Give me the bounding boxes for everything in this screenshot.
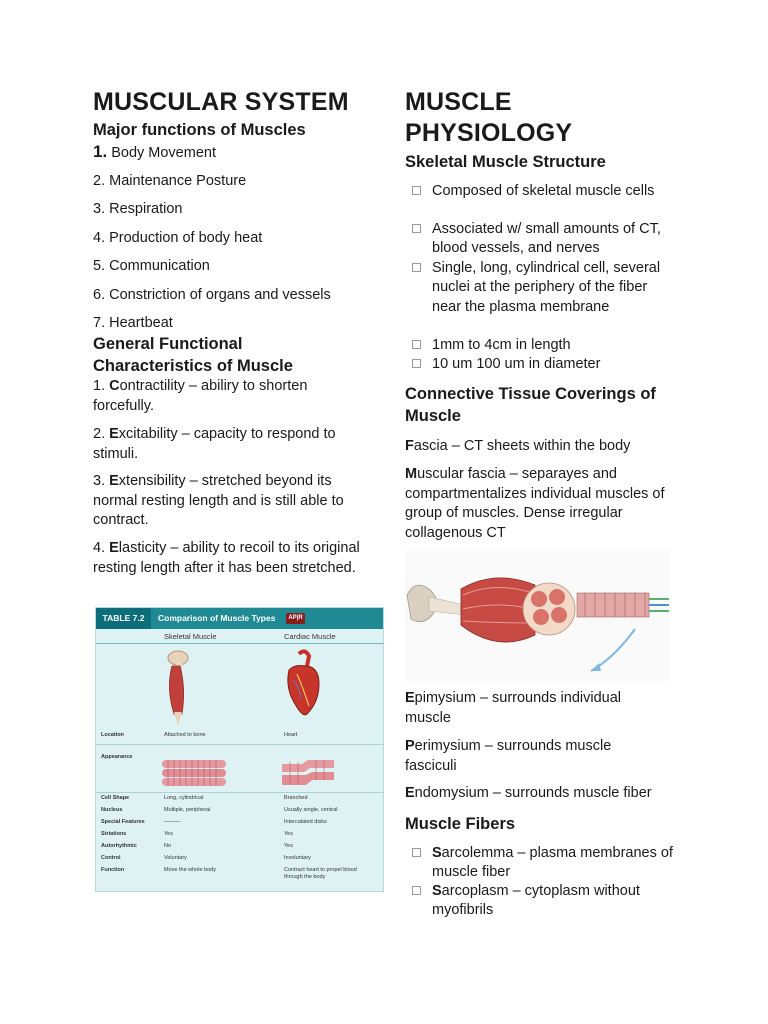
cardiac-fiber-image (282, 758, 334, 788)
structure-bullet: 10 um 100 um in diameter (432, 355, 677, 374)
row-label: Special Features (101, 819, 145, 825)
row-label: Function (101, 867, 125, 873)
structure-bullet: Composed of skeletal muscle cells (432, 182, 677, 201)
checkbox-icon (412, 359, 421, 368)
row-skeletal-value: Move the whole body (164, 867, 216, 873)
function-item: 5. Communication (93, 258, 210, 274)
row-cardiac-value: Usually single, central (284, 807, 338, 813)
function-item: 3. Respiration (93, 201, 183, 217)
connective-item: Fascia – CT sheets within the body (405, 438, 631, 454)
checkbox-icon (412, 224, 421, 233)
row-skeletal-value: Long, cylindrical (164, 795, 204, 801)
section-title-line1: MUSCLE (405, 88, 512, 116)
function-item: 4. Production of body heat (93, 230, 263, 246)
row-cardiac-value: Heart (284, 732, 298, 738)
function-item: 7. Heartbeat (93, 315, 173, 331)
function-item: 2. Maintenance Posture (93, 173, 247, 189)
row-label: Cell Shape (101, 795, 130, 801)
connective-heading: Connective Tissue Coverings of Muscle (405, 385, 656, 425)
row-label: Striations (101, 831, 127, 837)
apr-badge: AP|R (286, 613, 305, 624)
row-skeletal-value: Attached to bone (164, 732, 206, 738)
col-skeletal: Skeletal Muscle (164, 632, 217, 641)
fibers-heading: Muscle Fibers (405, 815, 516, 833)
table-tag: TABLE 7.2 (96, 608, 151, 629)
characteristic-item: 4. Elasticity – ability to recoil to its original resting length after it has been stretched. (93, 540, 360, 576)
checkbox-icon (412, 263, 421, 272)
structure-bullet: Associated w/ small amounts of CT, blood vessels, and nerves (432, 220, 677, 259)
row-skeletal-value: Multiple, peripheral (164, 807, 211, 813)
checkbox-icon (412, 886, 421, 895)
row-skeletal-value: ——— (164, 819, 181, 825)
row-cardiac-value: Intercalated disks (284, 819, 327, 825)
covering-item: Endomysium – surrounds muscle fiber (405, 785, 652, 801)
functions-heading: Major functions of Muscles (93, 121, 306, 139)
row-label: Appearance (101, 754, 133, 760)
row-label: Autorhythmic (101, 843, 137, 849)
fiber-bullet: Sarcolemma – plasma membranes of muscle fiber (432, 844, 677, 883)
page-title: MUSCULAR SYSTEM (93, 88, 349, 116)
structure-bullet: 1mm to 4cm in length (432, 336, 677, 355)
row-label: Nucleus (101, 807, 123, 813)
heart-image (279, 648, 327, 722)
row-cardiac-value: Yes (284, 831, 293, 837)
function-item: 1. Body Movement (93, 142, 216, 161)
table-header (96, 608, 383, 629)
skeletal-fiber-image (162, 758, 226, 788)
covering-item: Epimysium – surrounds individual muscle (405, 690, 621, 726)
row-cardiac-value: Branched (284, 795, 308, 801)
muscle-comparison-table (95, 607, 384, 892)
row-cardiac-value: Involuntary (284, 855, 311, 861)
row-skeletal-value: Voluntary (164, 855, 187, 861)
section-title-line2: PHYSIOLOGY (405, 119, 573, 147)
function-item: 6. Constriction of organs and vessels (93, 287, 331, 303)
characteristics-heading: General Functional Characteristics of Muscle (93, 335, 293, 375)
connective-item: Muscular fascia – separayes and compartmentalizes individual muscles of group of muscles. Dense irregular collagenous CT (405, 466, 665, 541)
structure-bullet: Single, long, cylindrical cell, several nuclei at the periphery of the fiber near the plasma membrane (432, 259, 677, 317)
skeletal-muscle-arm-image (164, 648, 204, 728)
checkbox-icon (412, 186, 421, 195)
table-title: Comparison of Muscle Types (158, 613, 276, 623)
row-cardiac-value: Contract heart to propel blood through the body (284, 867, 357, 880)
row-label: Location (101, 732, 124, 738)
row-label: Control (101, 855, 121, 861)
characteristic-item: 2. Excitability – capacity to respond to stimuli. (93, 426, 336, 462)
characteristic-item: 3. Extensibility – stretched beyond its normal resting length and is still able to contract. (93, 473, 344, 528)
fiber-bullet: Sarcoplasm – cytoplasm without myofibrils (432, 882, 677, 921)
checkbox-icon (412, 340, 421, 349)
row-cardiac-value: Yes (284, 843, 293, 849)
row-skeletal-value: No (164, 843, 172, 849)
muscle-structure-diagram (405, 549, 669, 681)
covering-item: Perimysium – surrounds muscle fasciculi (405, 738, 612, 774)
characteristic-item: 1. Contractility – abiliry to shorten forcefully. (93, 378, 308, 414)
structure-heading: Skeletal Muscle Structure (405, 153, 606, 171)
checkbox-icon (412, 848, 421, 857)
col-cardiac: Cardiac Muscle (284, 632, 336, 641)
row-skeletal-value: Yes (164, 831, 173, 837)
